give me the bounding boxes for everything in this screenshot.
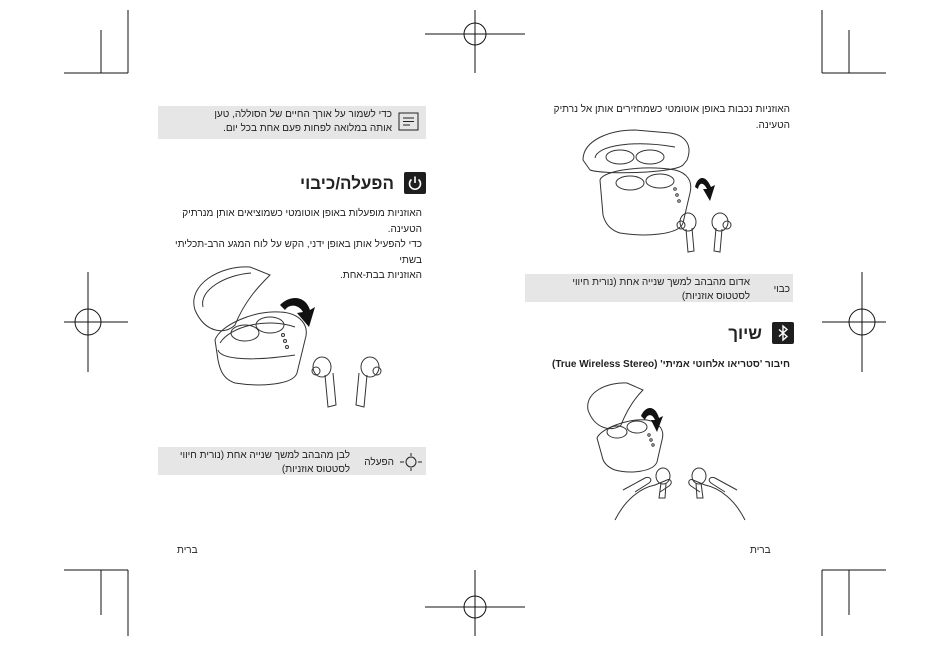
power-status-description: לבן מהבהב למשך שנייה אחת (נורית חיווי לסטטוס אוזניות) xyxy=(179,450,350,475)
left-page-footer: ברית xyxy=(177,545,198,556)
off-status-description: אדום מהבהב למשך שנייה אחת (נורית חיווי לסטטוס אוזניות) xyxy=(572,277,750,302)
right-page-footer: ברית xyxy=(750,545,771,556)
power-section-title: הפעלה/כיבוי xyxy=(299,174,394,193)
paragraph-line: האוזניות בבת-אחת. xyxy=(340,270,422,281)
battery-tip-text: כדי לשמור על אורך החיים של הסוללה, טען אותה במלואה לפחות פעם אחת בכל יום. xyxy=(214,109,392,134)
auto-off-text: האוזניות נכבות באופן אוטומטי כשמחזירים אותן אל נרתיק הטעינה. xyxy=(553,104,790,131)
paragraph-line: האוזניות מופעלות באופן אוטומטי כשמוציאים אותן מנרתיק הטעינה. xyxy=(182,208,422,235)
power-icon xyxy=(404,172,426,194)
note-icon xyxy=(398,112,419,136)
paragraph-line: כדי להפעיל אותן באופן ידני, הקש על לוח המגע הרב-תכליתי בשתי xyxy=(174,239,422,266)
off-status-label: כבוי xyxy=(773,284,790,295)
pairing-text: חיבור 'סטריאו אלחוטי אמיתי' (True Wireless Stereo) xyxy=(551,359,790,370)
pairing-section-title: שיוך xyxy=(728,324,762,343)
power-status-label: הפעלה xyxy=(364,457,394,468)
indicator-light-icon xyxy=(398,452,424,477)
case-close-illustration xyxy=(575,125,745,255)
case-open-illustration xyxy=(185,255,395,415)
pairing-illustration xyxy=(585,380,760,528)
bluetooth-icon xyxy=(772,322,794,344)
